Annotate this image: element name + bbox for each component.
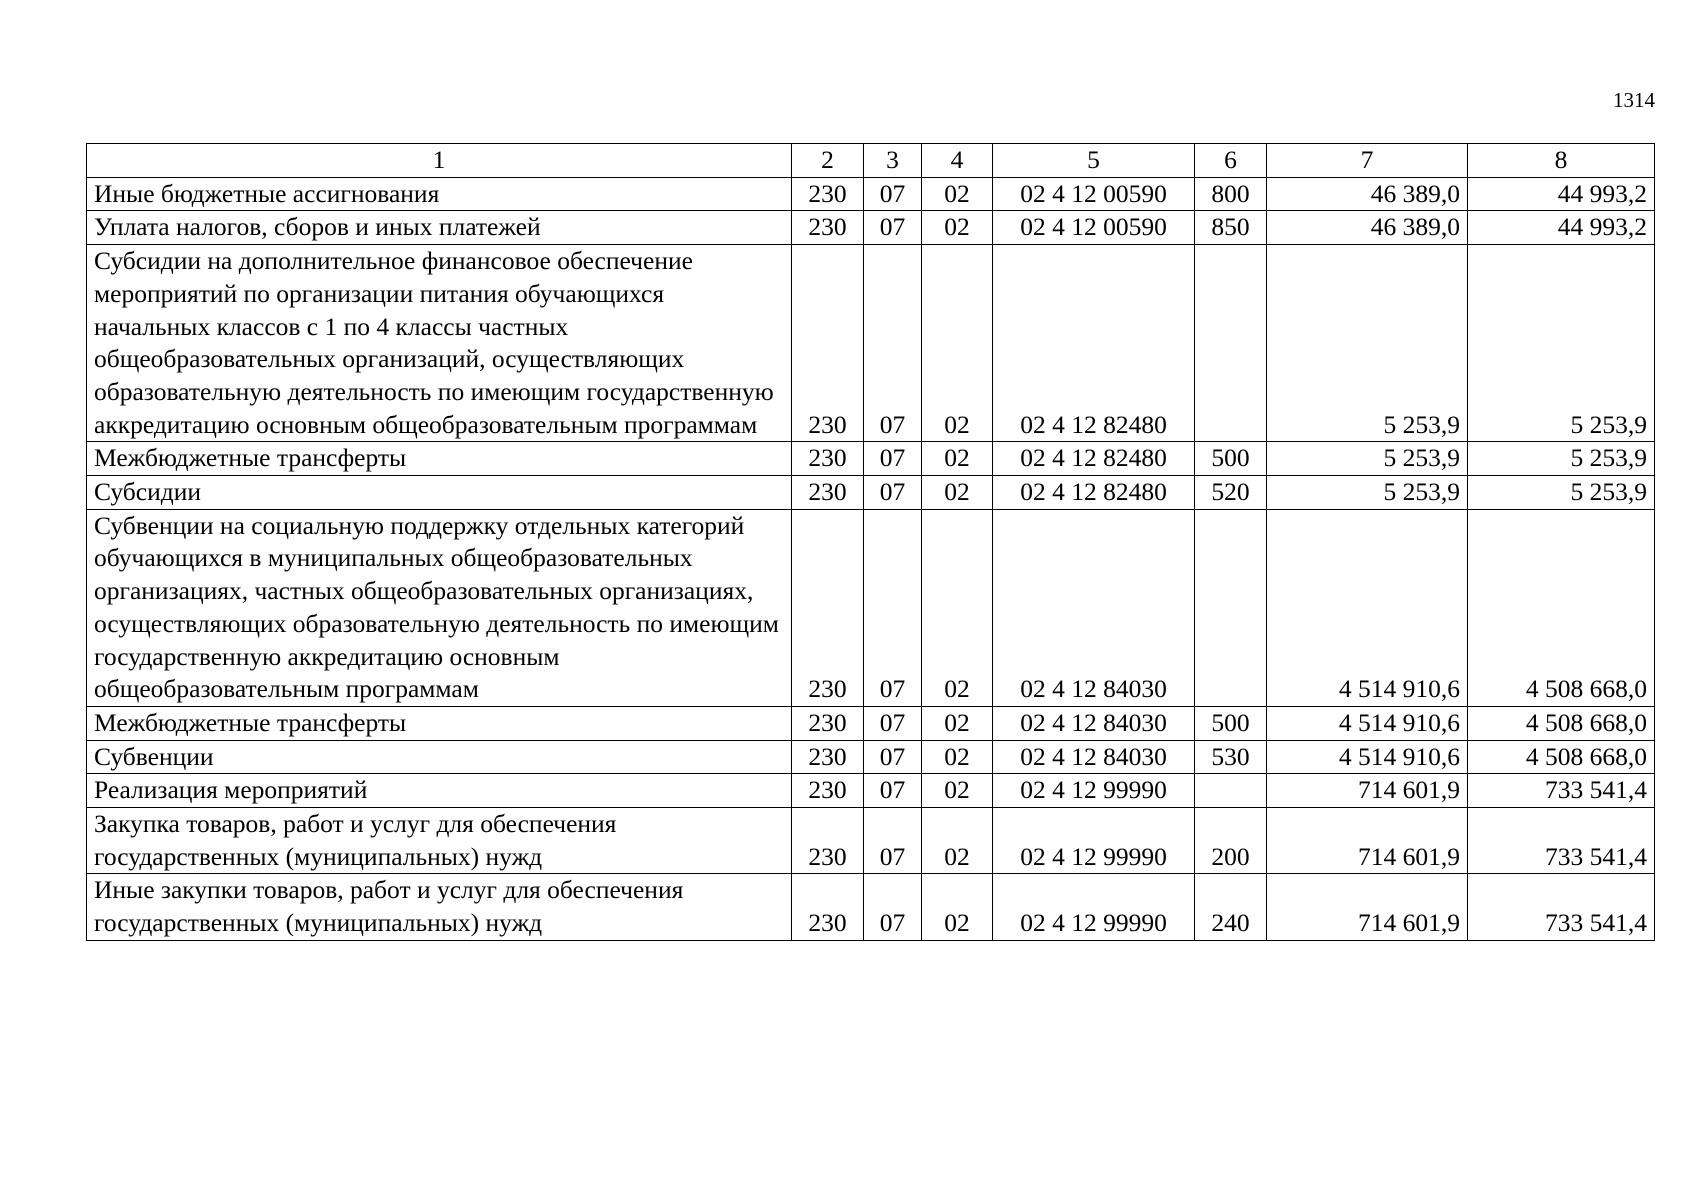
row-name-cell: Иные бюджетные ассигнования	[87, 177, 792, 211]
expense-type-cell: 520	[1195, 476, 1267, 510]
admin-code-cell: 230	[792, 740, 864, 774]
amount-col7-cell: 4 514 910,6	[1267, 509, 1468, 706]
row-name-cell: Субсидии	[87, 476, 792, 510]
table-row	[87, 509, 1655, 706]
target-article-cell: 02 4 12 82480	[993, 442, 1195, 476]
header-cell-8: 8	[1468, 144, 1655, 178]
amount-col8-cell: 733 541,4	[1468, 808, 1655, 874]
page-number: 1314	[1613, 88, 1655, 112]
subsection-cell: 02	[922, 442, 993, 476]
target-article-cell: 02 4 12 99990	[993, 774, 1195, 808]
amount-col7-cell: 714 601,9	[1267, 808, 1468, 874]
admin-code-cell: 230	[792, 774, 864, 808]
amount-col8-cell: 44 993,2	[1468, 177, 1655, 211]
section-cell: 07	[864, 706, 922, 740]
amount-col8-cell: 4 508 668,0	[1468, 740, 1655, 774]
row-name-cell: Реализация мероприятий	[87, 774, 792, 808]
admin-code-cell: 230	[792, 874, 864, 940]
section-cell: 07	[864, 509, 922, 706]
target-article-cell: 02 4 12 82480	[993, 245, 1195, 442]
amount-col7-cell: 714 601,9	[1267, 774, 1468, 808]
row-name-cell: Субвенции	[87, 740, 792, 774]
admin-code-cell: 230	[792, 808, 864, 874]
header-cell-6: 6	[1195, 144, 1267, 178]
section-cell: 07	[864, 211, 922, 245]
admin-code-cell: 230	[792, 211, 864, 245]
expense-type-cell: 240	[1195, 874, 1267, 940]
target-article-cell: 02 4 12 00590	[993, 211, 1195, 245]
target-article-cell: 02 4 12 99990	[993, 808, 1195, 874]
amount-col8-cell: 4 508 668,0	[1468, 509, 1655, 706]
budget-table	[86, 143, 1655, 941]
expense-type-cell: 500	[1195, 706, 1267, 740]
amount-col7-cell: 4 514 910,6	[1267, 740, 1468, 774]
header-cell-2: 2	[792, 144, 864, 178]
subsection-cell: 02	[922, 808, 993, 874]
table-row	[87, 245, 1655, 442]
amount-col8-cell: 733 541,4	[1468, 874, 1655, 940]
subsection-cell: 02	[922, 774, 993, 808]
table-row	[87, 740, 1655, 774]
header-cell-4: 4	[922, 144, 993, 178]
row-name-cell: Межбюджетные трансферты	[87, 442, 792, 476]
expense-type-cell	[1195, 509, 1267, 706]
admin-code-cell: 230	[792, 245, 864, 442]
expense-type-cell: 500	[1195, 442, 1267, 476]
table-row	[87, 874, 1655, 940]
subsection-cell: 02	[922, 509, 993, 706]
amount-col8-cell: 5 253,9	[1468, 476, 1655, 510]
target-article-cell: 02 4 12 99990	[993, 874, 1195, 940]
admin-code-cell: 230	[792, 442, 864, 476]
amount-col8-cell: 5 253,9	[1468, 245, 1655, 442]
subsection-cell: 02	[922, 177, 993, 211]
admin-code-cell: 230	[792, 476, 864, 510]
row-name-cell: Межбюджетные трансферты	[87, 706, 792, 740]
table-row	[87, 476, 1655, 510]
table-row	[87, 211, 1655, 245]
expense-type-cell: 200	[1195, 808, 1267, 874]
table-row	[87, 774, 1655, 808]
subsection-cell: 02	[922, 706, 993, 740]
row-name-cell: Уплата налогов, сборов и иных платежей	[87, 211, 792, 245]
admin-code-cell: 230	[792, 706, 864, 740]
target-article-cell: 02 4 12 84030	[993, 706, 1195, 740]
section-cell: 07	[864, 177, 922, 211]
row-name-cell: Субвенции на социальную поддержку отдельных категорий обучающихся в муниципальных общеобразовательных организациях, частных общеобразовательных организациях, осуществляющих образовательную деятельность по имеющим государственную аккредитацию основным общеобразовательным программам	[87, 509, 792, 706]
amount-col7-cell: 4 514 910,6	[1267, 706, 1468, 740]
expense-type-cell: 800	[1195, 177, 1267, 211]
row-name-cell: Закупка товаров, работ и услуг для обеспечения государственных (муниципальных) нужд	[87, 808, 792, 874]
section-cell: 07	[864, 442, 922, 476]
target-article-cell: 02 4 12 82480	[993, 476, 1195, 510]
amount-col7-cell: 46 389,0	[1267, 211, 1468, 245]
table-row	[87, 808, 1655, 874]
target-article-cell: 02 4 12 84030	[993, 740, 1195, 774]
amount-col7-cell: 5 253,9	[1267, 476, 1468, 510]
section-cell: 07	[864, 874, 922, 940]
header-cell-1: 1	[87, 144, 792, 178]
subsection-cell: 02	[922, 740, 993, 774]
header-row	[87, 144, 1655, 178]
subsection-cell: 02	[922, 476, 993, 510]
subsection-cell: 02	[922, 245, 993, 442]
section-cell: 07	[864, 808, 922, 874]
amount-col8-cell: 4 508 668,0	[1468, 706, 1655, 740]
amount-col7-cell: 5 253,9	[1267, 245, 1468, 442]
header-cell-7: 7	[1267, 144, 1468, 178]
table-row	[87, 706, 1655, 740]
amount-col7-cell: 5 253,9	[1267, 442, 1468, 476]
subsection-cell: 02	[922, 874, 993, 940]
amount-col7-cell: 46 389,0	[1267, 177, 1468, 211]
header-cell-3: 3	[864, 144, 922, 178]
row-name-cell: Иные закупки товаров, работ и услуг для обеспечения государственных (муниципальных) нужд	[87, 874, 792, 940]
header-cell-5: 5	[993, 144, 1195, 178]
target-article-cell: 02 4 12 84030	[993, 509, 1195, 706]
target-article-cell: 02 4 12 00590	[993, 177, 1195, 211]
amount-col8-cell: 5 253,9	[1468, 442, 1655, 476]
row-name-cell: Субсидии на дополнительное финансовое обеспечение мероприятий по организации питания обучающихся начальных классов с 1 по 4 классы частных общеобразовательных организаций, осуществляющих образовательную деятельность по имеющим государственную аккредитацию основным общеобразовательным программам	[87, 245, 792, 442]
admin-code-cell: 230	[792, 177, 864, 211]
expense-type-cell	[1195, 774, 1267, 808]
amount-col8-cell: 44 993,2	[1468, 211, 1655, 245]
section-cell: 07	[864, 740, 922, 774]
section-cell: 07	[864, 774, 922, 808]
section-cell: 07	[864, 476, 922, 510]
amount-col8-cell: 733 541,4	[1468, 774, 1655, 808]
expense-type-cell: 850	[1195, 211, 1267, 245]
subsection-cell: 02	[922, 211, 993, 245]
section-cell: 07	[864, 245, 922, 442]
table-row	[87, 177, 1655, 211]
amount-col7-cell: 714 601,9	[1267, 874, 1468, 940]
table-row	[87, 442, 1655, 476]
expense-type-cell	[1195, 245, 1267, 442]
expense-type-cell: 530	[1195, 740, 1267, 774]
admin-code-cell: 230	[792, 509, 864, 706]
